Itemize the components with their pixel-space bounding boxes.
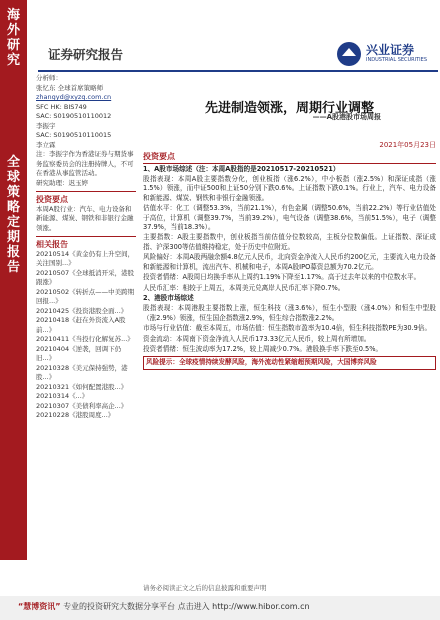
analyst-line: SAC: S0190510110015 (36, 131, 112, 139)
related-report-link[interactable]: 20210228《港股周度...》 (36, 411, 115, 419)
analyst-label: 分析师： (36, 74, 62, 82)
report-subtitle: ——A股港股市场周报 (312, 113, 381, 122)
paragraph: 资金流动：本周南下资金净流入人民币173.33亿元人民币，较上周有所增加。 (143, 334, 371, 343)
paragraph: 2、港股市场综述 (143, 293, 194, 302)
related-report-link[interactable]: 20210411《当投行化解复苏...》 (36, 335, 134, 343)
related-reports-heading: 相关报告 (36, 240, 68, 249)
paragraph: 主要指数：A股主要指数中，创业板指当前估值分位数较高，主板分位数偏低。上证指数、深证成指、沪深300等估值维持稳定，处于历史中位附近。 (143, 233, 436, 251)
footer-brand: “慧博资讯” (18, 602, 61, 611)
paragraph: 1、A股市场综述（注：本周A股指的是20210517-20210521） (143, 164, 340, 173)
sidebar-bottom-text: 全球策略定期报告 (6, 155, 20, 275)
related-report-link[interactable]: 20210328《美元保持强势，港股...》 (36, 363, 128, 381)
risk-warning: 风险提示：全球疫情持续发酵风险，海外流动性紧缩超预期风险，大国博弈风险 (143, 356, 436, 369)
analyst-line: 李振宇 (36, 121, 56, 130)
paragraph: 人民币汇率：相较于上周五，本周美元兑离岸人民币汇率下降0.7%。 (143, 283, 345, 292)
logo-subtext: INDUSTRIAL SECURITIES (366, 57, 427, 63)
paragraph: 估值水平：化工（调整53.3%，当前21.1%），有色金属（调整50.6%，当前22.2%）等行业估值处于高位，计算机（调整39.7%，当前39.2%），电气设备（调整38.6%，当前51.5%），电子（调整37.9%，当前18.3%）。 (143, 204, 436, 232)
related-report-link[interactable]: 20210404《逆袭，回调下仍旧...》 (36, 344, 122, 362)
main-column (143, 74, 436, 372)
related-report-link[interactable]: 20210425《投资港股全面...》 (36, 306, 128, 315)
sidebar-top-text: 海外研究 (6, 8, 20, 68)
left-column (36, 74, 136, 421)
footer-link[interactable]: 点击进入 http://www.hibor.com.cn (177, 602, 310, 611)
summary-text: 本周A股行业：汽车、电力设备和新能源、煤炭、钢铁和非银行金融领涨。 (36, 204, 134, 232)
divider (36, 191, 136, 192)
related-report-link[interactable]: 20210321《如何配置港股...》 (36, 382, 128, 391)
analyst-line: 张忆东 全球首席策略师 (36, 83, 104, 92)
brand-logo (335, 40, 435, 68)
related-report-link[interactable]: 20210307《美债利率高企...》 (36, 401, 128, 410)
section-heading: 投资要点 (143, 152, 436, 163)
paragraph: 股指表现：本周A股主要指数分化，创业板指（涨6.2%），中小板指（涨2.5%）和深证成指（涨1.5%）领涨，而中证500和上证50分别下跌0.6%。上证指数下跌0.1%。行业上，汽车、电力设备和新能源、煤炭、钢铁和非银行金融领涨。 (143, 175, 436, 202)
paragraph: 风险偏好：本周A股两融余额4.8亿元人民币，北向资金净流入人民币约200亿元，主要流入电力设备和新能源和计算机，流出汽车、机械和电子，本周A股IPO募资总额为70.2亿元。 (143, 253, 436, 271)
brand-logo-icon (335, 40, 363, 68)
related-report-link[interactable]: 20210502《转折点——中美跨期回报...》 (36, 287, 135, 305)
related-report-link[interactable]: 20210507《全球抵消开采，港股跟涨》 (36, 268, 135, 286)
related-report-link[interactable]: 20210418《赶在外资流入A股前...》 (36, 316, 126, 334)
analyst-line: SAC: S0190510110012 (36, 112, 112, 120)
report-type-title: 证券研究报告 (48, 47, 124, 62)
analyst-assistant: 研究助理：迟玉婷 (36, 178, 88, 187)
footer-text (18, 601, 310, 612)
summary-heading: 投资要点 (36, 195, 68, 204)
paragraph: 投资者情绪：A股周日均换手率从上周约1.19%下降至1.17%。高于过去年以来的中位数水平。 (143, 273, 421, 282)
footer-tagline: 专业的投资研究大数据分享平台 (63, 602, 176, 611)
paragraph: 股指表现：本周港股主要指数上涨，恒生科技（涨3.6%），恒生小型股（涨4.0%）和恒生中型股（涨2.9%）领涨，恒生国企指数涨2.9%，恒生综合指数涨2.2%。 (143, 304, 436, 322)
paragraph: 投资者情绪：恒生波动率为17.2%，较上周减少0.7%。港股换手率下跌至0.5%。 (143, 344, 383, 353)
divider (36, 236, 136, 237)
analyst-email-link[interactable]: zhangyd@xyzq.com.cn (36, 93, 112, 101)
paragraph: 市场与行业估值：截至本周五，市场估值：恒生指数市盈率为10.4倍，恒生科技指数PE为30.9倍。 (143, 324, 432, 333)
report-title: 先进制造领涨，周期行业调整 (204, 101, 374, 116)
disclaimer-note: 请务必阅读正文之后的信息披露和重要声明 (143, 584, 267, 592)
analyst-line: SFC HK: BIS749 (36, 102, 87, 111)
logo-text: 兴业证券 (366, 43, 415, 57)
analyst-line: 李立霖 (36, 140, 56, 149)
analyst-note: 注：李振宇作为香港证券与期货事务监察委员会的注册持牌人，不可在香港从事监管活动。 (36, 150, 134, 177)
related-report-link[interactable]: 20210514《黄金仍有上升空间，关注国别...》 (36, 249, 135, 267)
report-date: 2021年05月23日 (379, 140, 436, 149)
sidebar (0, 0, 27, 560)
header-divider (38, 70, 438, 72)
related-report-link[interactable]: 20210314《...》 (36, 392, 89, 400)
